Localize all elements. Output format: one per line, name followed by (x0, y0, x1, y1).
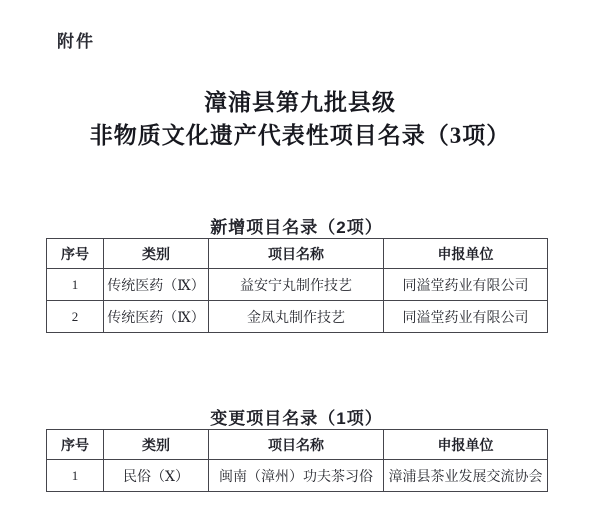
column-header-seq: 序号 (47, 430, 104, 460)
document-title-line-1: 漳浦县第九批县级 (204, 90, 396, 115)
cell-seq: 1 (47, 460, 104, 492)
column-header-applicant: 申报单位 (384, 430, 548, 460)
cell-category: 传统医药（Ⅸ） (104, 269, 209, 301)
changed-projects-table-caption: 变更项目名录（1项） (210, 409, 383, 428)
table-header-row (47, 430, 548, 460)
cell-applicant: 同溢堂药业有限公司 (384, 269, 548, 301)
column-header-seq: 序号 (47, 239, 104, 269)
attachment-label: 附件 (57, 32, 95, 51)
column-header-project: 项目名称 (209, 239, 384, 269)
cell-applicant: 同溢堂药业有限公司 (384, 301, 548, 333)
column-header-project: 项目名称 (209, 430, 384, 460)
table-header-row (47, 239, 548, 269)
column-header-category: 类别 (104, 430, 209, 460)
new-projects-table-caption: 新增项目名录（2项） (210, 218, 383, 237)
cell-project: 金凤丸制作技艺 (209, 301, 384, 333)
table-row (47, 269, 548, 301)
column-header-applicant: 申报单位 (384, 239, 548, 269)
cell-applicant: 漳浦县茶业发展交流协会 (384, 460, 548, 492)
cell-project: 益安宁丸制作技艺 (209, 269, 384, 301)
cell-category: 传统医药（Ⅸ） (104, 301, 209, 333)
cell-seq: 1 (47, 269, 104, 301)
column-header-category: 类别 (104, 239, 209, 269)
cell-project: 闽南（漳州）功夫茶习俗 (209, 460, 384, 492)
document-title-line-2: 非物质文化遗产代表性项目名录（3项） (89, 123, 511, 148)
table-row (47, 301, 548, 333)
cell-category: 民俗（Ⅹ） (104, 460, 209, 492)
changed-projects-table (46, 429, 548, 492)
table-row (47, 460, 548, 492)
document-title (0, 86, 600, 152)
new-projects-table (46, 238, 548, 333)
cell-seq: 2 (47, 301, 104, 333)
